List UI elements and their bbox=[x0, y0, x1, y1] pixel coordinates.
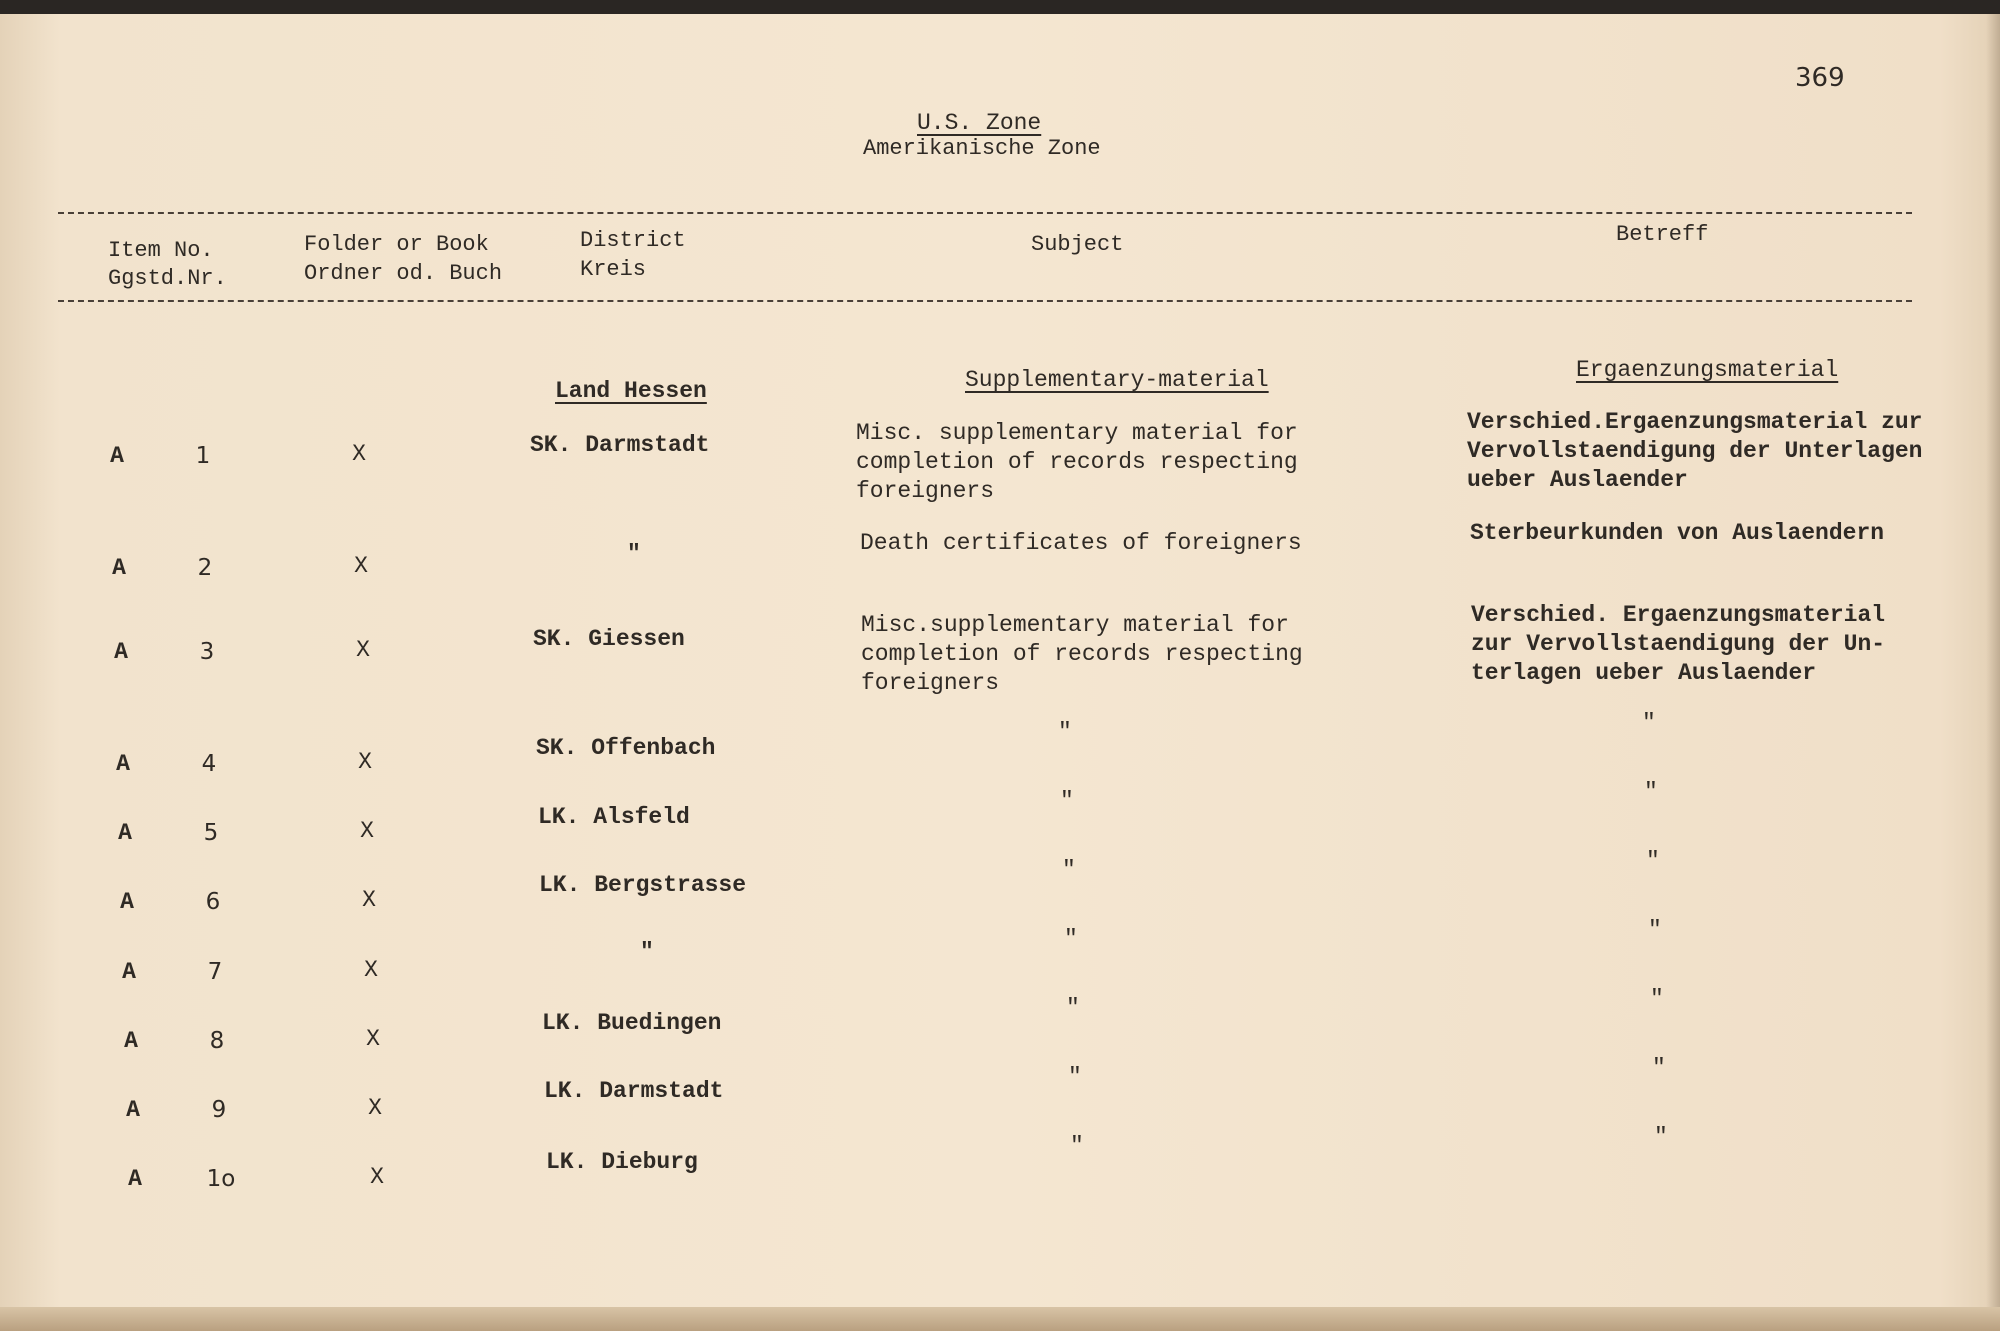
row-district: LK. Buedingen bbox=[542, 1010, 722, 1036]
row-folder-mark: X bbox=[360, 818, 374, 844]
row-district: " bbox=[640, 939, 654, 965]
zone-title: U.S. Zone bbox=[917, 110, 1042, 136]
row-folder-mark: X bbox=[358, 749, 372, 775]
row-subject: Misc. supplementary material for completion of records respecting foreigners bbox=[856, 420, 1298, 504]
row-betreff: " bbox=[1654, 1124, 1668, 1150]
row-folder-mark: X bbox=[352, 441, 366, 467]
row-number: 5 bbox=[203, 820, 219, 846]
row-number: 4 bbox=[201, 751, 217, 777]
header-district-en: District bbox=[580, 228, 686, 253]
row-district: LK. Bergstrasse bbox=[539, 872, 747, 898]
row-betreff: " bbox=[1650, 986, 1664, 1012]
row-betreff: " bbox=[1648, 917, 1662, 943]
row-number: 2 bbox=[197, 555, 213, 581]
header-rule-bottom bbox=[58, 300, 1912, 302]
header-rule-top bbox=[58, 212, 1912, 214]
row-subject: " bbox=[1066, 995, 1080, 1021]
row-district: SK. Darmstadt bbox=[530, 432, 710, 458]
row-number: 3 bbox=[199, 639, 215, 665]
header-district-de: Kreis bbox=[580, 257, 647, 282]
row-folder-mark: X bbox=[354, 553, 368, 579]
row-number: 8 bbox=[209, 1028, 225, 1054]
row-number: 6 bbox=[205, 889, 221, 915]
page-edge bbox=[1986, 14, 2000, 1331]
row-folder-mark: X bbox=[362, 887, 376, 913]
row-subject: " bbox=[1062, 857, 1076, 883]
page-bottom-edge bbox=[0, 1307, 2000, 1331]
row-letter: A bbox=[118, 820, 132, 846]
row-letter: A bbox=[122, 959, 136, 985]
row-district: LK. Darmstadt bbox=[544, 1078, 724, 1104]
row-district: SK. Offenbach bbox=[536, 735, 716, 761]
row-betreff: Verschied. Ergaenzungsmaterial zur Vervollstaendigung der Un- terlagen ueber Auslaender bbox=[1471, 602, 1886, 686]
row-district: LK. Alsfeld bbox=[538, 804, 690, 830]
row-folder-mark: X bbox=[366, 1026, 380, 1052]
row-number: 7 bbox=[207, 959, 223, 985]
row-subject: " bbox=[1058, 719, 1072, 745]
row-letter: A bbox=[110, 443, 124, 469]
section-betreff-heading: Ergaenzungsmaterial bbox=[1576, 357, 1839, 383]
header-subject: Subject bbox=[1031, 232, 1124, 257]
row-betreff: Verschied.Ergaenzungsmaterial zur Vervollstaendigung der Unterlagen ueber Auslaender bbox=[1467, 409, 1923, 493]
section-district-heading: Land Hessen bbox=[555, 378, 707, 404]
row-subject: Death certificates of foreigners bbox=[860, 530, 1302, 556]
zone-subtitle: Amerikanische Zone bbox=[863, 136, 1101, 161]
row-district: SK. Giessen bbox=[533, 626, 685, 652]
row-letter: A bbox=[120, 889, 134, 915]
row-folder-mark: X bbox=[356, 637, 370, 663]
row-number: 9 bbox=[211, 1097, 227, 1123]
row-betreff: " bbox=[1646, 848, 1660, 874]
row-number: 1o bbox=[206, 1166, 236, 1192]
row-letter: A bbox=[116, 751, 130, 777]
section-subject-heading: Supplementary-material bbox=[965, 367, 1269, 393]
row-subject: " bbox=[1068, 1064, 1082, 1090]
header-betreff: Betreff bbox=[1616, 222, 1709, 247]
row-district: " bbox=[627, 541, 641, 567]
row-subject: Misc.supplementary material for completion of records respecting foreigners bbox=[861, 612, 1303, 696]
row-letter: A bbox=[112, 555, 126, 581]
row-number: 1 bbox=[195, 443, 211, 469]
header-item-de: Ggstd.Nr. bbox=[108, 266, 227, 291]
row-letter: A bbox=[128, 1166, 142, 1192]
scan-top-border bbox=[0, 0, 2000, 14]
row-subject: " bbox=[1060, 788, 1074, 814]
row-subject: " bbox=[1064, 926, 1078, 952]
row-subject: " bbox=[1070, 1133, 1084, 1159]
row-letter: A bbox=[114, 639, 128, 665]
row-folder-mark: X bbox=[370, 1164, 384, 1190]
row-letter: A bbox=[124, 1028, 138, 1054]
row-betreff: " bbox=[1652, 1055, 1666, 1081]
row-betreff: " bbox=[1644, 779, 1658, 805]
row-betreff: Sterbeurkunden von Auslaendern bbox=[1470, 520, 1885, 546]
header-item-en: Item No. bbox=[108, 238, 214, 263]
row-folder-mark: X bbox=[364, 957, 378, 983]
header-folder-de: Ordner od. Buch bbox=[304, 261, 503, 286]
page-number: 369 bbox=[1795, 63, 1845, 93]
row-betreff: " bbox=[1642, 710, 1656, 736]
row-district: LK. Dieburg bbox=[546, 1149, 698, 1175]
row-folder-mark: X bbox=[368, 1095, 382, 1121]
row-letter: A bbox=[126, 1097, 140, 1123]
header-folder-en: Folder or Book bbox=[304, 232, 489, 257]
